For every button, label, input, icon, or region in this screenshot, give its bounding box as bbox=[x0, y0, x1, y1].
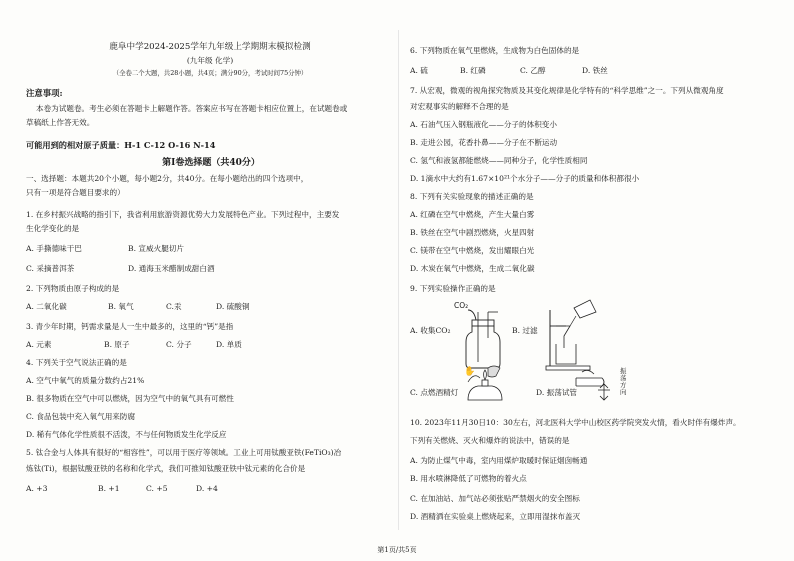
q3-option-a: A. 元素 bbox=[26, 340, 52, 349]
q10-option-c: C. 在加油站、加气站必须张贴严禁烟火的安全图标 bbox=[410, 494, 580, 503]
q9-option-b: B. 过滤 bbox=[512, 326, 538, 335]
co2-collection-figure bbox=[454, 298, 508, 370]
part1-intro-1: 一、选择题：本题共20个小题，每小题2分，共40分。在每小题给出的四个选项中， bbox=[26, 174, 309, 183]
q4-option-c: C. 食品包装中充入氧气用来防腐 bbox=[26, 412, 136, 421]
q8-option-b: B. 铁丝在空气中剧烈燃烧，火星四射 bbox=[410, 228, 535, 237]
notice-line-2: 草稿纸上作答无效。 bbox=[26, 118, 95, 127]
atomic-masses: 可能用到的相对原子质量：H-1 C-12 O-16 N-14 bbox=[26, 140, 216, 150]
part1-heading: 第Ⅰ卷选择题（共40分） bbox=[162, 158, 260, 168]
shake-test-tube-figure bbox=[572, 360, 622, 408]
q10-option-d: D. 酒精洒在实验桌上燃烧起来，立即用湿抹布盖灭 bbox=[410, 512, 581, 521]
column-divider bbox=[398, 30, 399, 530]
q9-stem: 9. 下列实验操作正确的是 bbox=[410, 284, 496, 293]
q2-option-a: A. 二氧化碳 bbox=[26, 302, 67, 311]
q10-option-a: A. 为防止煤气中毒，室内用煤炉取暖时保证烟囱畅通 bbox=[410, 456, 588, 465]
q1-stem-2: 生化学变化的是 bbox=[26, 224, 80, 233]
q9-option-d: D. 振荡试管 bbox=[536, 388, 578, 397]
q9-option-c: C. 点燃酒精灯 bbox=[410, 388, 459, 397]
q7-stem-1: 7. 从宏观，微观的视角探究物质及其变化规律是化学特有的“科学思维”之一。下列从微观角度 bbox=[410, 86, 724, 95]
q7-option-c: C. 氢气和液氢都能燃烧——同种分子，化学性质相同 bbox=[410, 156, 588, 165]
q8-option-c: C. 镁带在空气中燃烧，发出耀眼白光 bbox=[410, 246, 535, 255]
q7-stem-2: 对宏观事实的解释不合理的是 bbox=[410, 102, 509, 111]
q8-option-a: A. 红磷在空气中燃烧，产生大量白雾 bbox=[410, 210, 535, 219]
q4-stem: 4. 下列关于空气说法正确的是 bbox=[26, 358, 127, 367]
q1-option-b: B. 宣威火腿切片 bbox=[128, 244, 184, 253]
q7-option-a: A. 石油气压入钢瓶液化——分子的体积变小 bbox=[410, 120, 557, 129]
q7-option-b: B. 走进公园，花香扑鼻——分子在不断运动 bbox=[410, 138, 558, 147]
notice-heading: 注意事项: bbox=[26, 88, 63, 98]
q10-stem-1: 10. 2023年11月30日10：30左右，河北医科大学中山校区药学院突发火情，看火时伴有爆炸声。 bbox=[410, 418, 741, 427]
q5-option-a: A. +3 bbox=[26, 484, 48, 493]
q2-option-b: B. 氧气 bbox=[108, 302, 134, 311]
q8-option-d: D. 木炭在氧气中燃烧，生成二氧化碳 bbox=[410, 264, 535, 273]
q3-stem: 3. 青少年时期，钙需求量是人一生中最多的，这里的“钙”是指 bbox=[26, 322, 234, 331]
alcohol-lamp-figure bbox=[462, 362, 512, 406]
q3-option-b: B. 原子 bbox=[104, 340, 130, 349]
co2-label: CO₂ bbox=[454, 301, 469, 310]
q4-option-a: A. 空气中氧气的质量分数约占21% bbox=[26, 376, 145, 385]
q6-option-d: D. 铁丝 bbox=[582, 66, 608, 75]
q10-stem-2: 下列有关燃烧、灭火和爆炸的说法中，错误的是 bbox=[410, 436, 570, 445]
q6-option-b: B. 红磷 bbox=[460, 66, 486, 75]
q1-stem-1: 1. 在乡村振兴战略的指引下，我省利用旅游资源优势大力发展特色产业。下列过程中，主要发 bbox=[26, 210, 340, 219]
q6-option-c: C. 乙醇 bbox=[520, 66, 546, 75]
q3-option-c: C. 分子 bbox=[166, 340, 192, 349]
exam-info: （全卷二个大题，共28小题，共4页；满分90分，考试时间75分钟） bbox=[112, 69, 308, 77]
q10-option-b: B. 用水喷淋降低了可燃物的着火点 bbox=[410, 474, 527, 483]
q2-option-d: D. 硫酸铜 bbox=[216, 302, 250, 311]
svg-text:✋: ✋ bbox=[464, 367, 476, 377]
q5-stem-1: 5. 钛合金与人体具有很好的“相容性”，可以用于医疗等领域。工业上可用钛酸亚铁(FeTiO₃)冶 bbox=[26, 448, 342, 457]
q2-stem: 2. 下列物质由原子构成的是 bbox=[26, 284, 120, 293]
exam-subtitle: (九年级 化学) bbox=[186, 56, 234, 65]
shake-direction-label: 振荡方向 bbox=[620, 367, 627, 396]
notice-line-1: 本卷为试题卷。考生必须在答题卡上解题作答。答案应书写在答题卡相应位置上，在试题卷或 bbox=[36, 104, 348, 113]
q1-option-a: A. 手撕德味干巴 bbox=[26, 244, 82, 253]
exam-title: 鹿阜中学2024-2025学年九年级上学期期末模拟检测 bbox=[109, 42, 311, 52]
q5-option-b: B. +1 bbox=[98, 484, 120, 493]
q1-option-c: C. 采摘普洱茶 bbox=[26, 264, 75, 273]
q4-option-b: B. 很多物质在空气中可以燃烧，因为空气中的氧气具有可燃性 bbox=[26, 394, 234, 403]
q6-option-a: A. 硫 bbox=[410, 66, 428, 75]
part1-intro-2: 只有一项是符合题目要求的） bbox=[26, 188, 125, 197]
q5-option-d: D. +4 bbox=[196, 484, 218, 493]
q7-option-d: D. 1滴水中大约有1.67×10²¹个水分子——分子的质量和体积都很小 bbox=[410, 174, 640, 183]
q6-stem: 6. 下列物质在氧气里燃烧，生成物为白色固体的是 bbox=[410, 46, 580, 55]
q8-stem: 8. 下列有关实验现象的描述正确的是 bbox=[410, 192, 534, 201]
q9-option-a: A. 收集CO₂ bbox=[410, 326, 451, 335]
q2-option-c: C.汞 bbox=[166, 302, 182, 311]
q4-option-d: D. 稀有气体化学性质很不活泼，不与任何物质发生化学反应 bbox=[26, 430, 227, 439]
q5-option-c: C. +5 bbox=[146, 484, 168, 493]
page-number: 第1页/共5页 bbox=[377, 546, 417, 554]
q1-option-d: D. 通海玉米醋制成甜白酒 bbox=[128, 264, 215, 273]
q3-option-d: D. 单质 bbox=[216, 340, 242, 349]
q5-stem-2: 炼钛(Ti)，根据钛酸亚铁的名称和化学式，我们可推知钛酸亚铁中钛元素的化合价是 bbox=[26, 464, 306, 473]
